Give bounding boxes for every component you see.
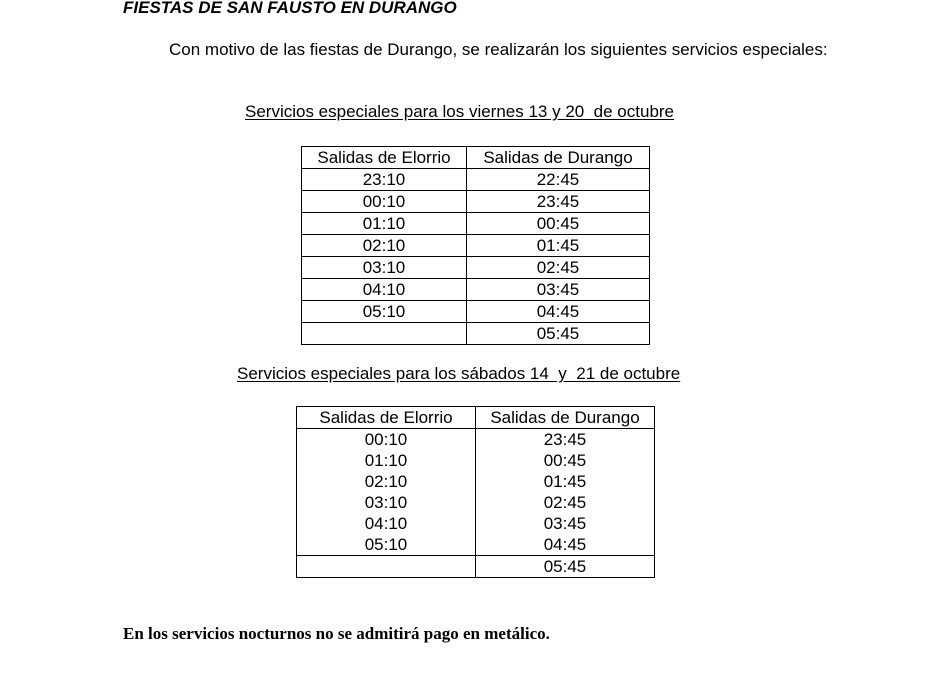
elorrio-time <box>297 556 476 578</box>
saturday-timetable <box>296 406 655 578</box>
friday-section-heading: Servicios especiales para los viernes 13 y 20 de octubre <box>245 102 675 121</box>
column-header-elorrio: Salidas de Elorrio <box>302 147 467 169</box>
elorrio-time: 03:10 <box>297 492 476 513</box>
durango-time: 03:45 <box>476 513 655 534</box>
elorrio-time: 05:10 <box>302 301 467 323</box>
table-row <box>302 323 650 345</box>
durango-time: 02:45 <box>467 257 650 279</box>
column-header-elorrio: Salidas de Elorrio <box>297 407 476 429</box>
payment-note: En los servicios nocturnos no se admitirá pago en metálico. <box>123 624 550 643</box>
elorrio-time: 05:10 <box>297 534 476 556</box>
durango-time: 00:45 <box>467 213 650 235</box>
durango-time: 04:45 <box>467 301 650 323</box>
table-header-row <box>297 407 655 429</box>
durango-time: 01:45 <box>467 235 650 257</box>
elorrio-time: 02:10 <box>297 471 476 492</box>
saturday-section-heading: Servicios especiales para los sábados 14 y 21 de octubre <box>237 364 681 383</box>
table-row <box>297 534 655 556</box>
durango-time: 22:45 <box>467 169 650 191</box>
table-row <box>297 513 655 534</box>
durango-time: 05:45 <box>476 556 655 578</box>
elorrio-time: 02:10 <box>302 235 467 257</box>
elorrio-time: 03:10 <box>302 257 467 279</box>
table-row <box>302 213 650 235</box>
elorrio-time: 04:10 <box>302 279 467 301</box>
elorrio-time: 00:10 <box>297 429 476 451</box>
table-header-row <box>302 147 650 169</box>
column-header-durango: Salidas de Durango <box>467 147 650 169</box>
table-row <box>302 257 650 279</box>
intro-paragraph: Con motivo de las fiestas de Durango, se realizarán los siguientes servicios especiales: <box>169 40 828 59</box>
elorrio-time: 01:10 <box>302 213 467 235</box>
column-header-durango: Salidas de Durango <box>476 407 655 429</box>
durango-time: 00:45 <box>476 450 655 471</box>
durango-time: 03:45 <box>467 279 650 301</box>
elorrio-time: 23:10 <box>302 169 467 191</box>
table-row <box>297 471 655 492</box>
friday-timetable <box>301 146 650 345</box>
table-row <box>297 556 655 578</box>
durango-time: 01:45 <box>476 471 655 492</box>
durango-time: 23:45 <box>467 191 650 213</box>
table-row <box>297 450 655 471</box>
durango-time: 02:45 <box>476 492 655 513</box>
table-row <box>297 429 655 451</box>
elorrio-time <box>302 323 467 345</box>
elorrio-time: 00:10 <box>302 191 467 213</box>
elorrio-time: 01:10 <box>297 450 476 471</box>
table-row <box>302 235 650 257</box>
table-row <box>297 492 655 513</box>
durango-time: 23:45 <box>476 429 655 451</box>
table-row <box>302 301 650 323</box>
durango-time: 04:45 <box>476 534 655 556</box>
document-title: FIESTAS DE SAN FAUSTO EN DURANGO <box>123 0 457 17</box>
table-row <box>302 191 650 213</box>
table-row <box>302 169 650 191</box>
durango-time: 05:45 <box>467 323 650 345</box>
elorrio-time: 04:10 <box>297 513 476 534</box>
table-row <box>302 279 650 301</box>
